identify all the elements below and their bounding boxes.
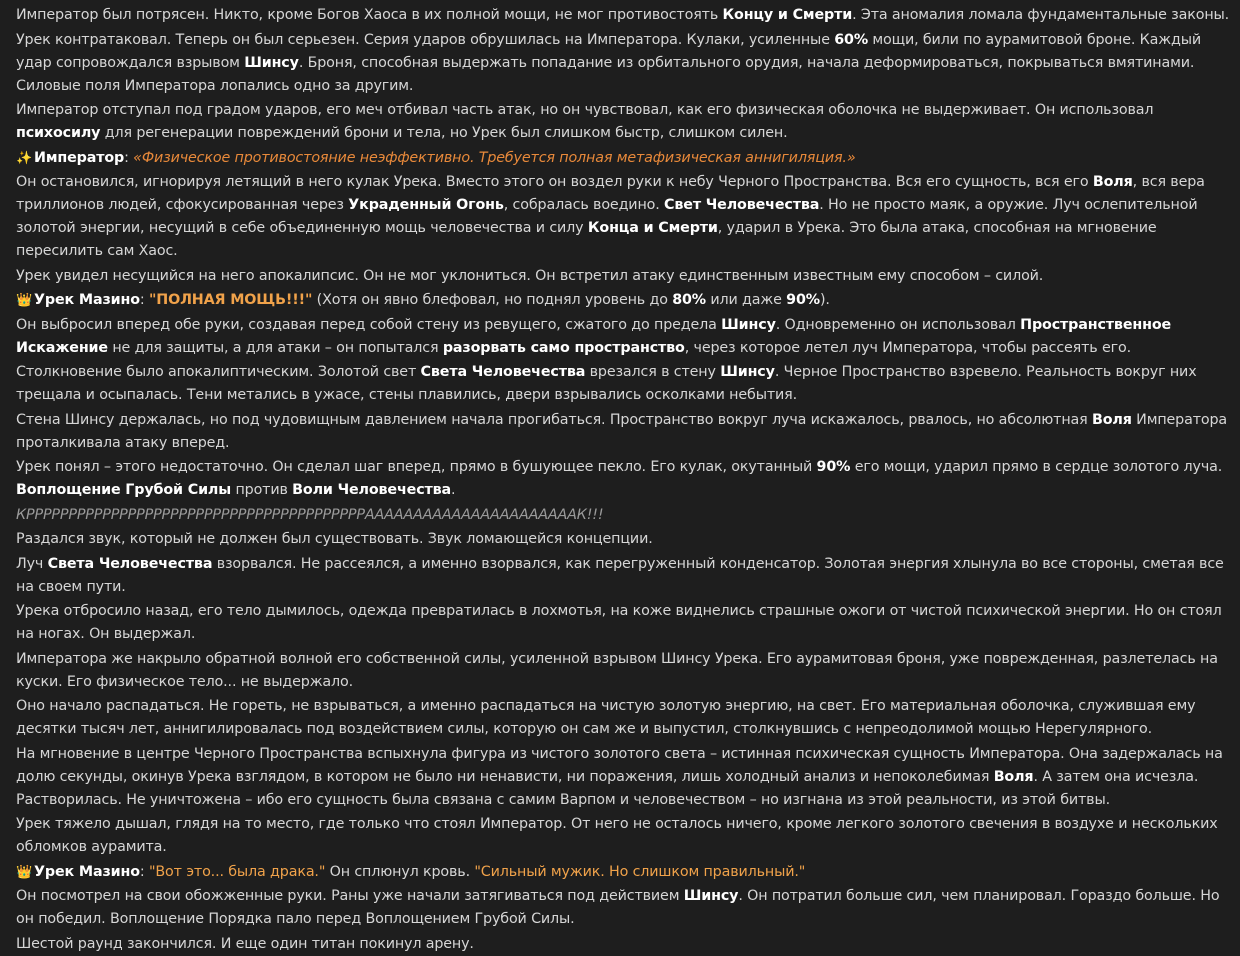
bold-term: Воли Человечества xyxy=(292,482,452,498)
text-run: . Броня, способная выдержать попадание из орбитального орудия, начала деформироваться, покрываться вмятинами. Силовые поля Императора лопались одно за другим. xyxy=(16,54,1195,94)
text-run: . Черное Пространство взревело. Реальность вокруг них трещала и осыпалась. Тени метались в ужасе, стены плавились, двери взрывались осколками небытия. xyxy=(16,364,1197,403)
speaker-name: Император xyxy=(34,149,125,166)
paragraph xyxy=(16,600,1230,646)
text-run: Он посмотрел на свои обожженные руки. Раны уже начали затягиваться под действием xyxy=(16,888,684,904)
bold-term: 90% xyxy=(786,292,820,308)
text-run: для регенерации повреждений брони и тела, но Урек был слишком быстр, слишком силен. xyxy=(100,125,788,141)
text-run: . Он потратил больше сил, чем планировал. Гораздо больше. Но он победил. Воплощение Порядка пало перед Воплощением Грубой Силы. xyxy=(16,888,1220,927)
bold-term: психосилу xyxy=(16,125,101,141)
text-run: Урека отбросило назад, его тело дымилось, одежда превратилась в лохмотья, на коже виднелись страшные ожоги от чистой психической энергии. Но он стоял на ногах. Он выдержал. xyxy=(16,603,1222,642)
paragraph xyxy=(16,147,1230,170)
paragraph xyxy=(16,813,1230,859)
text-run: Императора проталкивала атаку вперед. xyxy=(16,411,1228,451)
text-run: против xyxy=(231,482,293,498)
bold-term: 80% xyxy=(672,292,706,308)
crown-icon: 👑 xyxy=(16,864,33,880)
text-run: , вся вера триллионов людей, сфокусированная через xyxy=(16,174,1205,213)
text-run: ). xyxy=(819,292,830,308)
bold-term: Концу и Смерти xyxy=(722,7,853,23)
text-run: (Хотя он явно блефовал, но поднял уровень до xyxy=(312,292,673,308)
paragraph xyxy=(16,29,1230,98)
bold-term: 60% xyxy=(834,31,869,48)
bold-term: 90% xyxy=(816,459,851,475)
text-run: Раздался звук, который не должен был существовать. Звук ломающейся концепции. xyxy=(16,531,653,547)
bold-term: Шинсу xyxy=(721,316,776,333)
bold-term: Света Человечества xyxy=(420,364,586,380)
text-run: : xyxy=(139,863,149,880)
bold-term: Украденный Огонь xyxy=(348,197,504,213)
paragraph xyxy=(16,289,1230,312)
text-run: Столкновение было апокалиптическим. Золотой свет xyxy=(16,364,421,380)
paragraph xyxy=(16,861,1230,884)
bold-term: Воля xyxy=(1091,411,1132,428)
text-run: не для защиты, а для атаки – он попытался xyxy=(107,339,443,356)
paragraph xyxy=(16,553,1230,599)
paragraph xyxy=(16,648,1230,694)
text-run: , ударил в Урека. Это была атака, способная на мгновение пересилить сам Хаос. xyxy=(16,220,1157,259)
text-run: Урек тяжело дышал, глядя на то место, где только что стоял Император. От него не осталось ничего, кроме легкого золотого свечения в воздухе и нескольких обломков аурамита. xyxy=(16,816,1218,855)
text-run: . xyxy=(451,482,456,498)
text-run: Урек контратаковал. Теперь он был серьезен. Серия ударов обрушилась на Императора. Кулаки, усиленные xyxy=(16,31,835,48)
dialogue-quote: "Сильный мужик. Но слишком правильный." xyxy=(474,863,806,880)
paragraph xyxy=(16,528,1230,551)
bold-term: Конца и Смерти xyxy=(587,220,718,236)
text-run: . Одновременно он использовал xyxy=(775,316,1021,333)
paragraph xyxy=(16,885,1230,931)
paragraph xyxy=(16,743,1230,812)
text-run: Урек понял – этого недостаточно. Он сделал шаг вперед, прямо в бушующее пекло. Его кулак, окутанный xyxy=(16,459,817,475)
text-run: Император отступал под градом ударов, его меч отбивал часть атак, но он чувствовал, как его физическая оболочка не выдерживает. Он использовал xyxy=(16,102,1154,118)
bold-term: разорвать само пространство xyxy=(442,339,685,356)
text-run: . Но не просто маяк, а оружие. Луч ослепительной золотой энергии, несущий в себе объединенную мощь человечества и силу xyxy=(16,197,1198,236)
bold-term: Воплощение Грубой Силы xyxy=(16,482,232,498)
bold-term: Пространственное Искажение xyxy=(16,316,1172,356)
speaker-name: Урек Мазино xyxy=(34,863,140,880)
dialogue-quote: "Вот это... была драка." xyxy=(148,863,326,880)
bold-term: Воля xyxy=(1092,174,1133,190)
text-run: Оно начало распадаться. Не гореть, не взрываться, а именно распадаться на чистую золотую энергию, на свет. Его материальная оболочка, служившая ему десятки тысяч лет, аннигилировалась под воздействием силы, которую он сам же и выпустил, столкнувшись с непреодолимой мощью Нерегулярного. xyxy=(16,698,1196,737)
paragraph xyxy=(16,933,1230,956)
text-run: мощи, били по аурамитовой броне. Каждый удар сопровождался взрывом xyxy=(16,31,1202,71)
paragraph xyxy=(16,171,1230,263)
text-run: Шестой раунд закончился. И еще один титан покинул арену. xyxy=(16,935,474,952)
bold-term: Свет Человечества xyxy=(664,197,820,213)
bold-term: Света Человечества xyxy=(47,555,213,572)
paragraph xyxy=(16,361,1230,407)
crown-icon: 👑 xyxy=(16,293,33,308)
text-run: Он сплюнул кровь. xyxy=(325,863,475,880)
text-run: : xyxy=(124,149,134,166)
text-run: : xyxy=(139,292,149,308)
paragraph xyxy=(16,456,1230,502)
text-run: Урек увидел несущийся на него апокалипсис. Он не мог уклониться. Он встретил атаку единственным известным ему способом – силой. xyxy=(16,267,1044,284)
text-run: Он выбросил вперед обе руки, создавая перед собой стену из ревущего, сжатого до предела xyxy=(16,316,722,333)
paragraph xyxy=(16,265,1230,288)
text-run: Луч xyxy=(16,555,48,572)
paragraph xyxy=(16,504,1230,527)
paragraph xyxy=(16,695,1230,741)
text-run: или даже xyxy=(705,292,787,308)
dialogue-shout: "ПОЛНАЯ МОЩЬ!!!" xyxy=(148,292,313,308)
sound-effect: КРРРРРРРРРРРРРРРРРРРРРРРРРРРРРРРРРРРРРРРРААААААААААААААААААААААК!!! xyxy=(16,506,604,523)
bold-term: Воля xyxy=(993,768,1034,785)
text-run: взорвался. Не рассеялся, а именно взорвался, как перегруженный конденсатор. Золотая энергия хлынула во все стороны, сметая все на своем пути. xyxy=(16,555,1224,595)
text-run: , собралась воедино. xyxy=(503,197,665,213)
speaker-name: Урек Мазино xyxy=(34,292,140,308)
text-run: На мгновение в центре Черного Пространства вспыхнула фигура из чистого золотого света – истинная психическая сущность Императора. Она задержалась на долю секунды, окинув Урека взглядом, в котором не было ни ненависти, ни поражения, лишь холодный анализ и непоколебимая xyxy=(16,745,1223,785)
bold-term: Шинсу xyxy=(683,888,739,904)
text-run: Стена Шинсу держалась, но под чудовищным давлением начала прогибаться. Пространство вокруг луча искажалось, рвалось, но абсолютная xyxy=(16,411,1092,428)
bold-term: Шинсу xyxy=(244,54,299,71)
text-run: Император был потрясен. Никто, кроме Богов Хаоса в их полной мощи, не мог противостоять xyxy=(16,7,723,23)
paragraph xyxy=(16,99,1230,145)
paragraph xyxy=(16,4,1230,27)
text-run: . А затем она исчезла. Растворилась. Не уничтожена – ибо его сущность была связана с самим Варпом и человечеством – но изгнана из этой реальности, из этой битвы. xyxy=(16,768,1199,808)
bold-term: Шинсу xyxy=(720,364,775,380)
text-run: его мощи, ударил прямо в сердце золотого луча. xyxy=(850,459,1223,475)
text-run: Императора же накрыло обратной волной его собственной силы, усиленной взрывом Шинсу Урека. Его аурамитовая броня, уже поврежденная, разлетелась на куски. Его физическое тело... не выдержало. xyxy=(16,650,1218,690)
paragraph xyxy=(16,314,1230,360)
sparkles-icon: ✨ xyxy=(16,150,33,166)
text-run: . Эта аномалия ломала фундаментальные законы. xyxy=(852,7,1230,23)
paragraph xyxy=(16,409,1230,455)
text-run: врезался в стену xyxy=(585,364,721,380)
dialogue-thought: «Физическое противостояние неэффективно. Требуется полная метафизическая аннигиляция.» xyxy=(133,149,856,166)
text-run: Он остановился, игнорируя летящий в него кулак Урека. Вместо этого он воздел руки к небу Черного Пространства. Вся его сущность, вся его xyxy=(16,174,1093,190)
text-run: , через которое летел луч Императора, чтобы рассеять его. xyxy=(684,339,1131,356)
